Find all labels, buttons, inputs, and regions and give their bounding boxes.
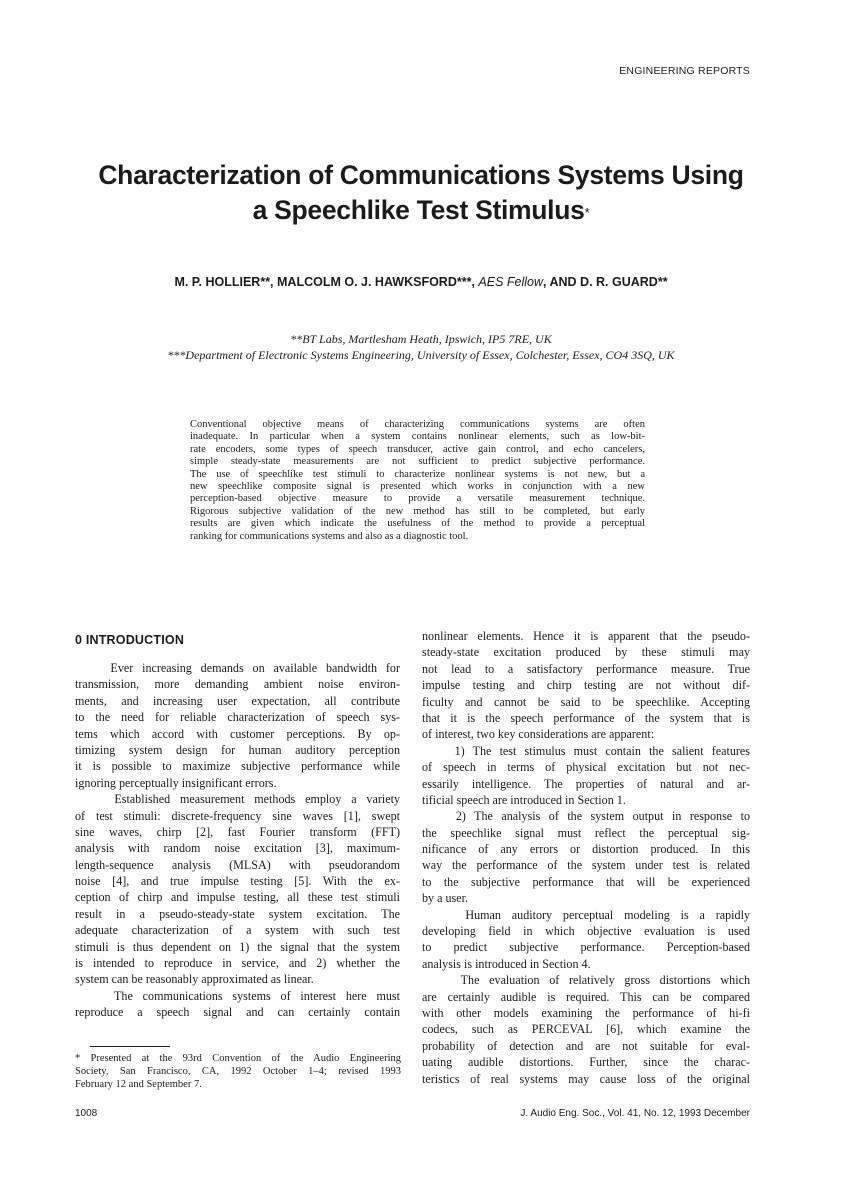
abstract-line: perception-based objective measure to provide a versatile measurement technique.: [190, 493, 645, 505]
body-line: Established measurement methods employ a variety: [75, 792, 400, 807]
body-line: steady-state excitation produced by these stimuli may: [422, 645, 750, 660]
body-line: nonlinear elements. Hence it is apparent that the pseudo-: [422, 629, 750, 643]
paper-title: [60, 158, 782, 228]
page-number: 1008: [75, 1108, 98, 1119]
aes-fellow-label: AES Fellow: [478, 275, 544, 289]
footnote: [75, 1052, 401, 1091]
title-line-2: [60, 193, 782, 228]
abstract-line: rate encoders, some types of speech transducer, active gain control, and echo cancelers,: [190, 443, 645, 455]
body-line: way the performance of the system under test is related: [422, 858, 750, 873]
body-line: to the subjective performance that will be experienced: [422, 874, 750, 889]
body-line: The evaluation of relatively gross distortions which: [422, 973, 750, 988]
body-column-right: [422, 628, 750, 1087]
abstract-line: results are given which indicate the usefulness of the method to provide a perceptual: [190, 518, 645, 530]
body-line: noise [4], and true impulse testing [5]. With the ex-: [75, 874, 400, 889]
footnote-divider: [90, 1046, 170, 1047]
body-line: timizing system design for human auditory perception: [75, 742, 400, 757]
body-line: uating audible distortions. Further, since the charac-: [422, 1055, 750, 1070]
body-line: ignoring perceptually insignificant errors.: [75, 775, 277, 790]
body-column-left: [75, 660, 400, 1021]
body-line: The communications systems of interest here must: [75, 988, 400, 1003]
body-line: Ever increasing demands on available bandwidth for: [75, 661, 400, 675]
body-line: stimuli is thus dependent on 1) the signal that the system: [75, 939, 400, 954]
body-line: reproduce a speech signal and can certainly contain: [75, 1005, 400, 1020]
author-list: [60, 275, 782, 289]
abstract-line: The use of speechlike test stimuli to characterize nonlinear systems is not new, but a: [190, 468, 645, 480]
body-line: sine waves, chirp [2], fast Fourier transform (FFT): [75, 824, 400, 839]
body-line: essarily intelligence. The properties of natural and ar-: [422, 776, 750, 791]
body-line: adequate characterization of a system with such test: [75, 923, 400, 938]
body-line: ficulty and cannot be said to be speechlike. Accepting: [422, 694, 750, 709]
body-line: analysis with random noise excitation [3], maximum-: [75, 841, 400, 856]
abstract-line: simple steady-state measurements are not sufficient to predict subjective performance.: [190, 456, 645, 468]
body-line: transmission, more demanding ambient noise environ-: [75, 677, 400, 692]
affiliation-bt-labs: **BT Labs, Martlesham Heath, Ipswich, IP5 7RE, UK: [290, 332, 552, 346]
authors-part-1: M. P. HOLLIER**, MALCOLM O. J. HAWKSFORD***,: [174, 275, 479, 289]
body-line: developing field in which objective evaluation is used: [422, 924, 750, 939]
body-line: of speech in terms of physical excitation but not nec-: [422, 760, 750, 775]
title-line-1: Characterization of Communications Systems Using: [98, 160, 744, 190]
body-line: 1) The test stimulus must contain the salient features: [422, 743, 750, 758]
title-line-2-text: a Speechlike Test Stimulus: [252, 195, 585, 225]
title-footnote-marker: *: [584, 205, 590, 220]
body-line: with other models examining the performance of hi-fi: [422, 1005, 750, 1020]
footnote-line: Society, San Francisco, CA, 1992 October 1–4; revised 1993: [75, 1066, 401, 1077]
body-line: impulse testing and chirp testing are not without dif-: [422, 678, 750, 693]
body-line: to the need for reliable characterization of speech sys-: [75, 710, 400, 725]
affiliations: [40, 331, 802, 363]
body-line: 2) The analysis of the system output in response to: [422, 809, 750, 824]
body-line: Human auditory perceptual modeling is a rapidly: [422, 907, 750, 922]
body-line: tems which accord with customer perceptions. By op-: [75, 726, 400, 741]
running-header: ENGINEERING REPORTS: [619, 65, 750, 77]
body-line: it is possible to maximize subjective performance while: [75, 759, 400, 774]
body-line: are certainly audible is required. This can be compared: [422, 989, 750, 1004]
body-line: not lead to a satisfactory performance measure. True: [422, 661, 750, 676]
body-line: teristics of real systems may cause loss of the original: [422, 1071, 750, 1086]
body-line: length-sequence analysis (MLSA) with pseudorandom: [75, 857, 400, 872]
body-line: codecs, such as PERCEVAL [6], which examine the: [422, 1022, 750, 1037]
body-line: to predict subjective performance. Perception-based: [422, 940, 750, 955]
footnote-line: * Presented at the 93rd Convention of the Audio Engineering: [75, 1053, 401, 1064]
abstract-line: inadequate. In particular when a system contains nonlinear elements, such as low-bit-: [190, 431, 645, 443]
body-line: analysis is introduced in Section 4.: [422, 956, 591, 971]
abstract-line: ranking for communications systems and also as a diagnostic tool.: [190, 530, 469, 542]
abstract: [190, 419, 645, 543]
abstract-line: new speechlike composite signal is presented which works in conjunction with a new: [190, 481, 645, 493]
body-line: of test stimuli: discrete-frequency sine waves [1], swept: [75, 808, 400, 823]
body-line: probability of detection and are not suitable for eval-: [422, 1038, 750, 1053]
affiliation-essex: ***Department of Electronic Systems Engineering, University of Essex, Colchester, Essex, CO4 3SQ, UK: [167, 348, 675, 362]
journal-reference: J. Audio Eng. Soc., Vol. 41, No. 12, 1993 December: [520, 1108, 750, 1119]
footnote-line: February 12 and September 7.: [75, 1079, 202, 1090]
body-line: of interest, two key considerations are apparent:: [422, 727, 655, 742]
body-line: the speechlike signal must reflect the perceptual sig-: [422, 825, 750, 840]
abstract-line: Conventional objective means of characterizing communications systems are often: [190, 419, 645, 430]
section-heading-introduction: 0 INTRODUCTION: [75, 633, 185, 647]
body-line: tificial speech are introduced in Section 1.: [422, 792, 626, 807]
body-line: by a user.: [422, 891, 469, 906]
body-line: ception of chirp and impulse testing, all these test stimuli: [75, 890, 400, 905]
body-line: ments, and increasing user expectation, all contribute: [75, 693, 400, 708]
body-line: nificance of any errors or distortion produced. In this: [422, 842, 750, 857]
abstract-line: Rigorous subjective validation of the new method has still to be completed, but early: [190, 505, 645, 517]
body-line: is intended to reproduce in service, and 2) whether the: [75, 956, 400, 971]
authors-part-2: , AND D. R. GUARD**: [543, 275, 668, 289]
body-line: result in a pseudo-steady-state system excitation. The: [75, 906, 400, 921]
body-line: that it is the speech performance of the system that is: [422, 710, 750, 725]
body-line: system can be reasonably approximated as linear.: [75, 972, 314, 987]
